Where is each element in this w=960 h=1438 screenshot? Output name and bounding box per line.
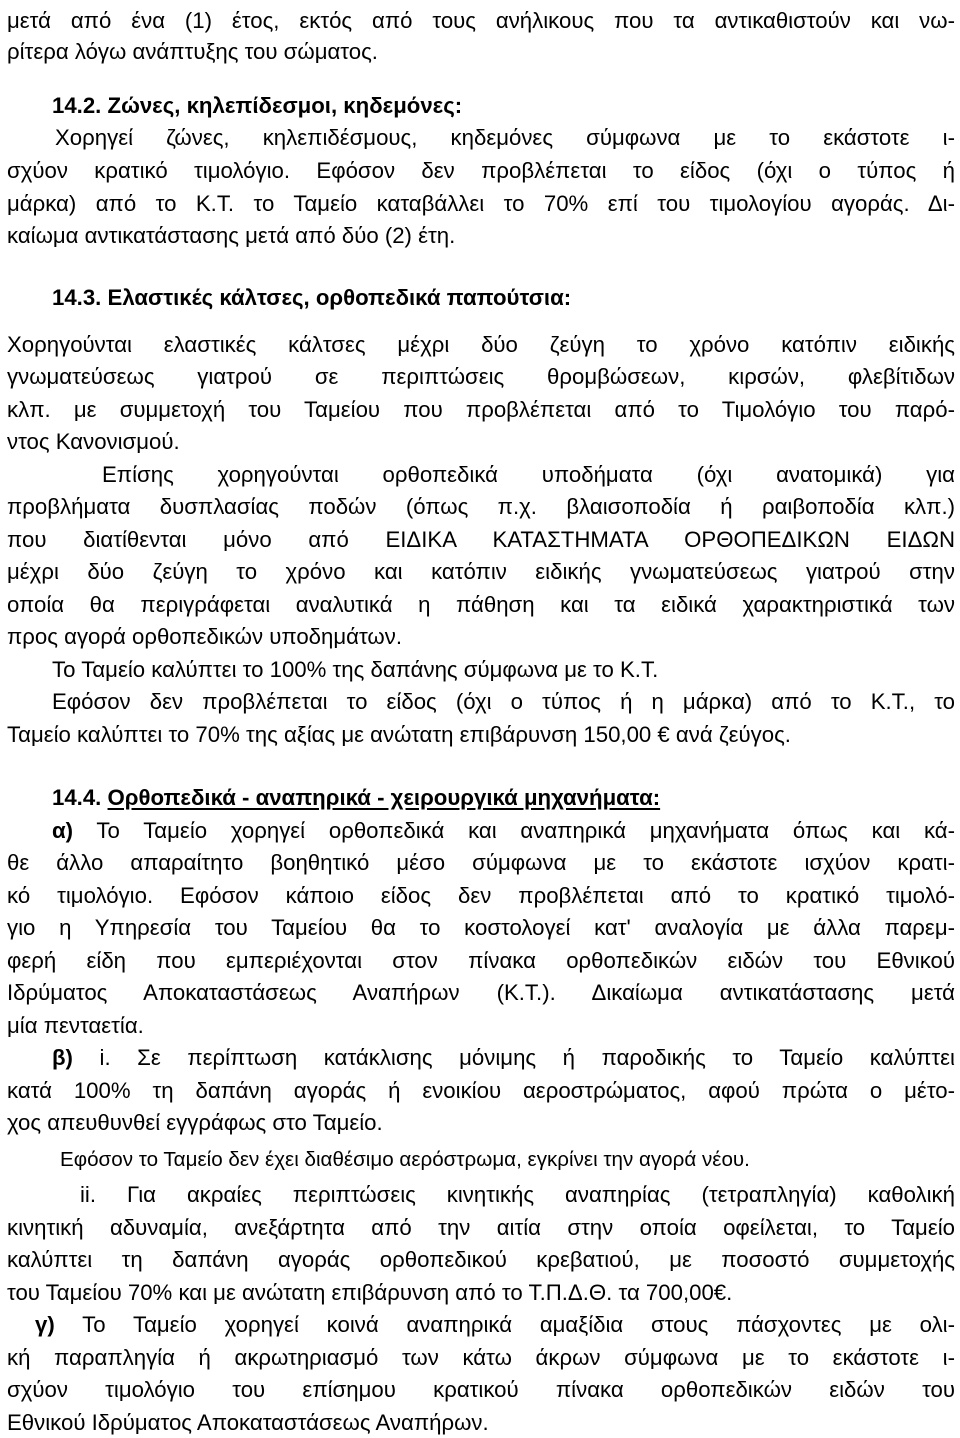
paragraph-line: Εθνικού Ιδρύματος Αποκαταστάσεως Αναπήρων.	[7, 1410, 489, 1435]
section-number: 14.4.	[52, 785, 102, 810]
paragraph-line: κή παραπληγία ή ακρωτηριασμό των κάτω άκρων σύμφωνα με το εκάστοτε ι-	[7, 1345, 955, 1370]
paragraph-line: Το Ταμείο καλύπτει το 100% της δαπάνης σύμφωνα με το Κ.Τ.	[52, 657, 659, 682]
paragraph-line: Ιδρύματος Αποκαταστάσεως Αναπήρων (Κ.Τ.). Δικαίωμα αντικατάστασης μετά	[7, 980, 955, 1005]
paragraph-line	[35, 1310, 955, 1340]
paragraph-line: Ταμείο καλύπτει το 70% της αξίας με ανώτατη επιβάρυνση 150,00 € ανά ζεύγος.	[7, 722, 791, 747]
item-marker-b: β)	[52, 1045, 73, 1070]
paragraph-line: ii. Για ακραίες περιπτώσεις κινητικής αναπηρίας (τετραπληγία) καθολική	[80, 1182, 955, 1207]
line-text: i. Σε περίπτωση κατάκλισης μόνιμης ή παροδικής το Ταμείο καλύπτει	[99, 1045, 955, 1070]
paragraph-line: κό τιμολόγιο. Εφόσον κάποιο είδος δεν προβλέπεται από το κρατικό τιμολό-	[7, 883, 955, 908]
paragraph-line: προβλήματα δυσπλασίας ποδών (όπως π.χ. βλαισοποδία ή ραιβοποδία κλπ.)	[7, 494, 955, 519]
section-title: Ζώνες, κηλεπίδεσμοι, κηδεμόνες:	[107, 93, 463, 118]
section-heading-14-4	[52, 783, 952, 813]
section-title: Ελαστικές κάλτσες, ορθοπεδικά παπούτσια:	[107, 285, 572, 310]
section-number: 14.2.	[52, 93, 102, 118]
paragraph-line: του Ταμείου 70% και με ανώτατη επιβάρυνση από το Τ.Π.Δ.Θ. τα 700,00€.	[7, 1280, 733, 1305]
item-marker-g: γ)	[35, 1312, 55, 1337]
paragraph-line: κλπ. με συμμετοχή του Ταμείου που προβλέπεται από το Τιμολόγιο του παρό-	[7, 397, 955, 422]
paragraph-line: χος απευθυνθεί εγγράφως στο Ταμείο.	[7, 1110, 383, 1135]
line-text: Το Ταμείο χορηγεί κοινά αναπηρικά αμαξίδια στους πάσχοντες με ολι-	[82, 1312, 955, 1337]
paragraph-line: γιο η Υπηρεσία του Ταμείου θα το κοστολογεί κατ' αναλογία με άλλα παρεμ-	[7, 915, 955, 940]
paragraph-line	[52, 816, 955, 846]
paragraph-line: οποία θα περιγράφεται αναλυτικά η πάθηση και τα ειδικά χαρακτηριστικά των	[7, 592, 955, 617]
paragraph-line: που διατίθενται μόνο από ΕΙΔΙΚΑ ΚΑΤΑΣΤΗΜΑΤΑ ΟΡΘΟΠΕΔΙΚΩΝ ΕΙΔΩΝ	[7, 527, 955, 552]
paragraph-line: καίωμα αντικατάστασης μετά από δύο (2) έτη.	[7, 223, 456, 248]
section-heading-14-3	[52, 283, 952, 313]
paragraph-line: μία πενταετία.	[7, 1013, 144, 1038]
item-marker-a: α)	[52, 818, 74, 843]
paragraph-line: ντος Κανονισμού.	[7, 429, 180, 454]
paragraph-line: φερή είδη που εμπεριέχονται στον πίνακα ορθοπεδικών ειδών του Εθνικού	[7, 948, 955, 973]
paragraph-line: σχύον τιμολόγιο του επίσημου κρατικού πίνακα ορθοπεδικών ειδών του	[7, 1377, 955, 1402]
paragraph-line: Εφόσον δεν προβλέπεται το είδος (όχι ο τύπος ή η μάρκα) από το Κ.Τ., το	[52, 689, 955, 714]
paragraph-line: Επίσης χορηγούνται ορθοπεδικά υποδήματα (όχι ανατομικά) για	[102, 462, 955, 487]
section-number: 14.3.	[52, 285, 102, 310]
paragraph-line: Εφόσον το Ταμείο δεν έχει διαθέσιμο αερόστρωμα, εγκρίνει την αγορά νέου.	[60, 1148, 750, 1171]
section-title: Ορθοπεδικά - αναπηρικά - χειρουργικά μηχανήματα:	[107, 785, 661, 810]
paragraph-line: κινητική αδυναμία, ανεξάρτητα από την αιτία στην οποία οφείλεται, το Ταμείο	[7, 1215, 955, 1240]
paragraph-line: μετά από ένα (1) έτος, εκτός από τους ανήλικους που τα αντικαθιστούν και νω-	[7, 8, 955, 33]
paragraph-line: καλύπτει τη δαπάνη αγοράς ορθοπεδικού κρεβατιού, με ποσοστό συμμετοχής	[7, 1247, 955, 1272]
paragraph-line: μέχρι δύο ζεύγη το χρόνο και κατόπιν ειδικής γνωματεύσεως γιατρού στην	[7, 559, 955, 584]
paragraph-line: γνωματεύσεως γιατρού σε περιπτώσεις θρομβώσεων, κιρσών, φλεβίτιδων	[7, 364, 955, 389]
paragraph-line: σχύον κρατικό τιμολόγιο. Εφόσον δεν προβλέπεται το είδος (όχι ο τύπος ή	[7, 158, 955, 183]
paragraph-line	[52, 1043, 955, 1073]
paragraph-line: Χορηγούνται ελαστικές κάλτσες μέχρι δύο ζεύγη το χρόνο κατόπιν ειδικής	[7, 332, 955, 357]
line-text: Το Ταμείο χορηγεί ορθοπεδικά και αναπηρικά μηχανήματα όπως και κά-	[96, 818, 955, 843]
paragraph-line: μάρκα) από το Κ.Τ. το Ταμείο καταβάλλει το 70% επί του τιμολογίου αγοράς. Δι-	[7, 191, 955, 216]
section-heading-14-2	[52, 91, 952, 121]
paragraph-line: Χορηγεί ζώνες, κηλεπιδέσμους, κηδεμόνες σύμφωνα με το εκάστοτε ι-	[55, 125, 955, 150]
paragraph-line: προς αγορά ορθοπεδικών υποδημάτων.	[7, 624, 403, 649]
paragraph-line: κατά 100% τη δαπάνη αγοράς ή ενοικίου αεροστρώματος, αφού πρώτα ο μέτο-	[7, 1078, 955, 1103]
paragraph-line: θε άλλο απαραίτητο βοηθητικό μέσο σύμφωνα με το εκάστοτε ισχύον κρατι-	[7, 850, 955, 875]
paragraph-line: ρίτερα λόγω ανάπτυξης του σώματος.	[7, 39, 378, 64]
